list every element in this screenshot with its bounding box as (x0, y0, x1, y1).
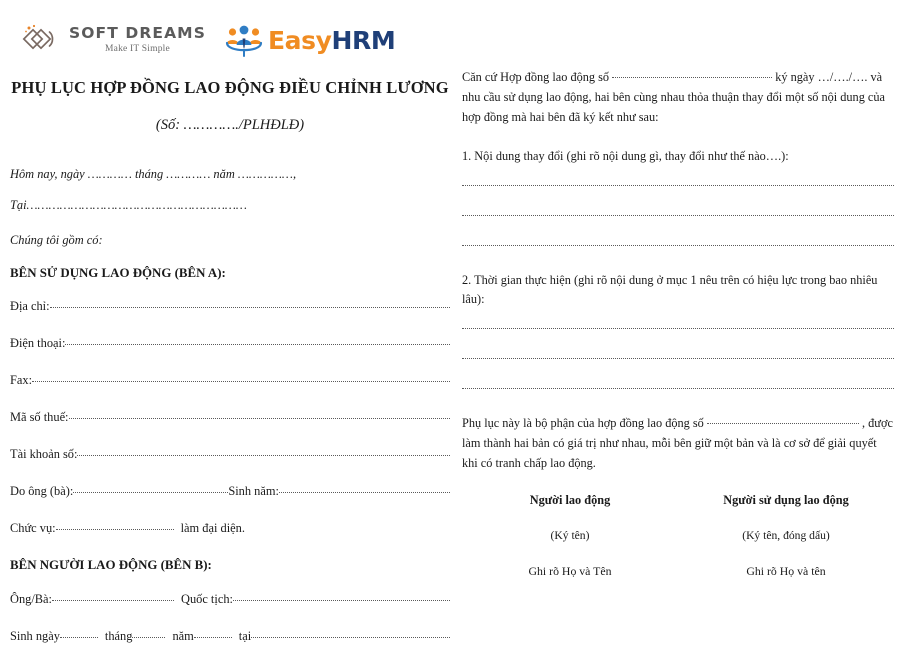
people-group-icon (224, 23, 264, 57)
signature-employee-note: (Ký tên) (550, 528, 590, 542)
field-tax-code-label: Mã số thuế: (10, 410, 69, 425)
signature-row (462, 493, 894, 579)
field-birth-year-label: Sinh năm: (228, 484, 279, 499)
section-1-line-2[interactable] (462, 214, 894, 216)
field-representative[interactable] (10, 484, 450, 499)
closing-paragraph (462, 414, 894, 474)
field-birth-month-label: tháng (104, 629, 133, 644)
field-position-input[interactable] (56, 528, 174, 530)
signature-employer-title: Người sử dụng lao động (723, 492, 849, 507)
location-label: Tại (10, 197, 27, 212)
location-dots: …………………………………………………… (26, 197, 247, 212)
field-position-label: Chức vụ: (10, 521, 56, 536)
softdreams-name: SOFT DREAMS (69, 24, 206, 42)
closing-post-text: , được làm thành hai bản có giá trị như nhau, mỗi bên giữ một bản và là cơ sở để giải quyết khi có tranh chấp lao động. (462, 415, 893, 470)
field-tax-code[interactable] (10, 410, 450, 425)
party-b-heading: BÊN NGƯỜI LAO ĐỘNG (BÊN B): (10, 558, 212, 573)
field-nationality-label: Quốc tịch: (181, 592, 233, 607)
easyhrm-wordmark (267, 25, 396, 55)
field-position[interactable] (10, 521, 450, 536)
field-birth-year-input[interactable] (279, 491, 450, 493)
field-position-suffix: làm đại diện. (180, 521, 245, 536)
field-birth-place-label: tại (238, 629, 252, 644)
field-phone-label: Điện thoại: (10, 336, 66, 351)
field-phone-input[interactable] (65, 343, 450, 345)
field-birth-day-input[interactable] (60, 636, 98, 638)
signature-employer-name-hint: Ghi rõ Họ và tên (746, 563, 826, 578)
logo-header (22, 18, 395, 62)
today-date-line: Hôm nay, ngày ………… tháng ………… năm ……………, (10, 167, 297, 181)
intro-paragraph (462, 68, 894, 128)
field-representative-label: Do ông (bà): (10, 484, 74, 499)
section-2-label: 2. Thời gian thực hiện (ghi rõ nội dung ở mục 1 nêu trên có hiệu lực trong bao nhiêu lâu): (462, 272, 878, 306)
signature-employee-name-hint: Ghi rõ Họ và Tên (528, 563, 612, 578)
signature-block-employer (678, 493, 894, 579)
field-address-input[interactable] (50, 306, 450, 308)
section-2-line-1[interactable] (462, 327, 894, 329)
field-representative-input[interactable] (73, 491, 228, 493)
easyhrm-name-hrm: HRM (331, 25, 396, 55)
field-address[interactable] (10, 299, 450, 314)
easyhrm-name-easy: Easy (267, 25, 332, 55)
location-line (10, 197, 450, 214)
field-birth-year2-label: năm (172, 629, 194, 644)
contract-number-input[interactable] (612, 77, 772, 78)
field-birth-year2-input[interactable] (194, 636, 232, 638)
section-2-line-3[interactable] (462, 387, 894, 389)
softdreams-diamond-icon (22, 23, 62, 57)
field-account-number[interactable] (10, 447, 450, 462)
field-fax-label: Fax: (10, 373, 33, 388)
document-number: (Số: …………./PLHĐLĐ) (155, 117, 305, 133)
field-birth-day-label: Sinh ngày (10, 629, 60, 644)
closing-pre-text: Phụ lục này là bộ phận của hợp đồng lao động số (462, 415, 704, 430)
section-1-label: 1. Nội dung thay đổi (ghi rõ nội dung gì, thay đổi như thế nào….): (462, 148, 789, 163)
field-account-number-input[interactable] (77, 454, 450, 456)
closing-contract-number-input[interactable] (707, 423, 859, 424)
signature-employee-title: Người lao động (529, 492, 611, 507)
right-column (462, 68, 894, 579)
softdreams-logo (22, 23, 206, 57)
field-birth-month-input[interactable] (132, 636, 165, 638)
party-a-heading: BÊN SỬ DỤNG LAO ĐỘNG (BÊN A): (10, 266, 226, 281)
field-account-number-label: Tài khoản số: (10, 447, 78, 462)
field-address-label: Địa chỉ: (10, 299, 50, 314)
field-person-name-label: Ông/Bà: (10, 592, 52, 607)
intro-mid-text: ký ngày …/…./…. và nhu cầu sử dụng lao động, hai bên cùng nhau thỏa thuận thay đổi một số nội dung của hợp đồng mà hai bên đã ký kết như sau: (462, 70, 885, 124)
intro-pre-text: Căn cứ Hợp đồng lao động số (462, 70, 610, 84)
field-birth-date[interactable] (10, 629, 450, 644)
field-birth-place-input[interactable] (251, 636, 450, 638)
section-2-line-2[interactable] (462, 357, 894, 359)
field-tax-code-input[interactable] (69, 417, 450, 419)
field-fax[interactable] (10, 373, 450, 388)
signature-block-employee (462, 493, 678, 579)
page-title: PHỤ LỤC HỢP ĐỒNG LAO ĐỘNG ĐIỀU CHỈNH LƯƠNG (11, 78, 449, 97)
section-1-line-3[interactable] (462, 244, 894, 246)
softdreams-tagline: Make IT Simple (105, 43, 170, 54)
we-include-line: Chúng tôi gồm có: (10, 233, 103, 248)
field-fax-input[interactable] (32, 380, 450, 382)
section-1-line-1[interactable] (462, 184, 894, 186)
field-phone[interactable] (10, 336, 450, 351)
left-column (10, 78, 450, 666)
easyhrm-logo (224, 23, 395, 57)
signature-employer-note: (Ký tên, đóng dấu) (742, 528, 830, 542)
